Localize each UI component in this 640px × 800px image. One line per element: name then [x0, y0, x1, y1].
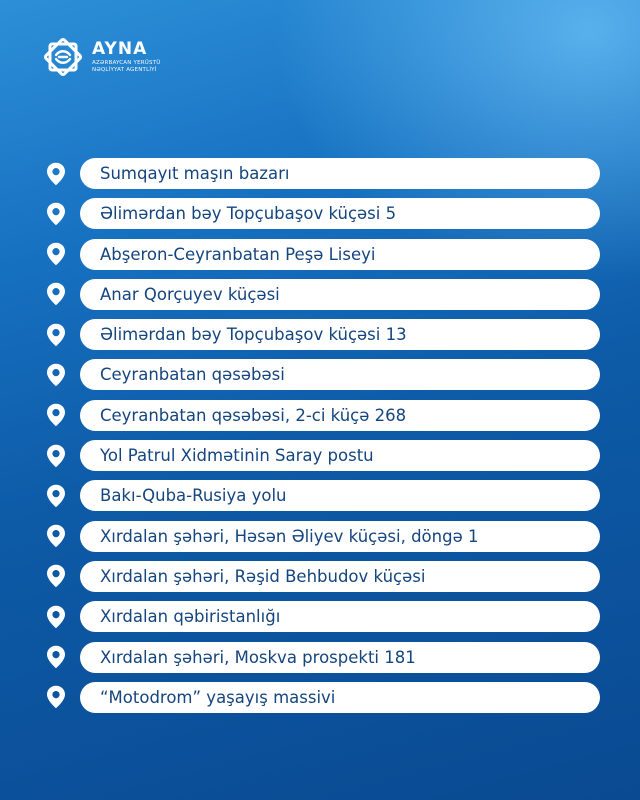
brand-subtitle-line1: AZƏRBAYCAN YERÜSTÜ	[92, 59, 161, 66]
ayna-emblem-icon	[40, 34, 86, 80]
brand-logo	[40, 34, 160, 80]
location-item	[42, 560, 600, 593]
location-pin-icon	[42, 562, 70, 590]
location-pin-icon	[42, 401, 70, 429]
location-label: Xırdalan şəhəri, Rəşid Behbudov küçəsi	[80, 561, 600, 592]
location-pin-icon	[42, 160, 70, 188]
location-label: Abşeron-Ceyranbatan Peşə Liseyi	[80, 239, 600, 270]
location-pin-icon	[42, 321, 70, 349]
location-label: Xırdalan qəbiristanlığı	[80, 601, 600, 632]
location-item	[42, 681, 600, 714]
brand-name: AYNA	[92, 38, 148, 59]
location-label: Sumqayıt maşın bazarı	[80, 158, 600, 189]
location-label: Anar Qorçuyev küçəsi	[80, 279, 600, 310]
location-pin-icon	[42, 603, 70, 631]
location-pin-icon	[42, 240, 70, 268]
location-item	[42, 318, 600, 351]
location-label: Yol Patrul Xidmətinin Saray postu	[80, 440, 600, 471]
location-item	[42, 399, 600, 432]
location-item	[42, 479, 600, 512]
location-item	[42, 641, 600, 674]
location-label: Əlimərdan bəy Topçubaşov küçəsi 5	[80, 198, 600, 229]
location-pin-icon	[42, 683, 70, 711]
location-label: “Motodrom” yaşayış massivi	[80, 682, 600, 713]
location-pin-icon	[42, 522, 70, 550]
location-label: Xırdalan şəhəri, Həsən Əliyev küçəsi, döngə 1	[80, 521, 600, 552]
location-item	[42, 157, 600, 190]
location-item	[42, 278, 600, 311]
location-item	[42, 520, 600, 553]
location-pin-icon	[42, 280, 70, 308]
location-pin-icon	[42, 643, 70, 671]
location-pin-icon	[42, 442, 70, 470]
brand-text	[92, 38, 161, 74]
location-label: Bakı-Quba-Rusiya yolu	[80, 480, 600, 511]
location-item	[42, 600, 600, 633]
location-item	[42, 358, 600, 391]
brand-subtitle-line2: NƏQLİYYAT AGENTLİYİ	[92, 66, 157, 73]
location-label: Ceyranbatan qəsəbəsi	[80, 359, 600, 390]
location-pin-icon	[42, 361, 70, 389]
location-list	[42, 157, 600, 721]
location-pin-icon	[42, 482, 70, 510]
location-item	[42, 197, 600, 230]
location-pin-icon	[42, 200, 70, 228]
location-label: Xırdalan şəhəri, Moskva prospekti 181	[80, 642, 600, 673]
location-label: Əlimərdan bəy Topçubaşov küçəsi 13	[80, 319, 600, 350]
location-item	[42, 439, 600, 472]
location-item	[42, 238, 600, 271]
location-label: Ceyranbatan qəsəbəsi, 2-ci küçə 268	[80, 400, 600, 431]
